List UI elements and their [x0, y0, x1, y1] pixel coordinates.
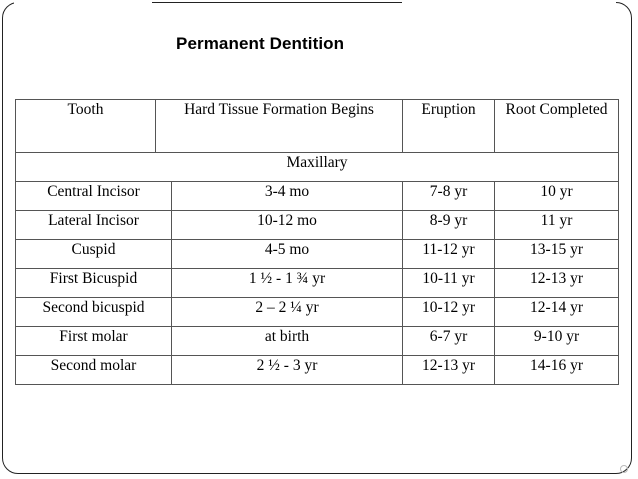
table-row — [16, 327, 619, 356]
cell-tooth: Second molar — [16, 356, 172, 385]
dentition-table — [15, 99, 619, 385]
slide-title: Permanent Dentition — [176, 34, 345, 53]
table-row — [16, 182, 619, 211]
slide-indicator-dot — [620, 465, 628, 473]
cell-formation: 2 ½ - 3 yr — [172, 356, 403, 385]
cell-formation: 4-5 mo — [172, 240, 403, 269]
table-row — [16, 269, 619, 298]
header-eruption: Eruption — [403, 100, 495, 153]
cell-tooth: Central Incisor — [16, 182, 172, 211]
cell-formation: 2 – 2 ¼ yr — [172, 298, 403, 327]
header-root-completed: Root Completed — [495, 100, 619, 153]
section-label: Maxillary — [16, 153, 619, 182]
cell-root-completed: 12-14 yr — [495, 298, 619, 327]
header-tooth: Tooth — [16, 100, 156, 153]
cell-tooth: First Bicuspid — [16, 269, 172, 298]
cell-root-completed: 13-15 yr — [495, 240, 619, 269]
cell-tooth: First molar — [16, 327, 172, 356]
table-row — [16, 240, 619, 269]
cell-eruption: 7-8 yr — [403, 182, 495, 211]
table-header-row — [16, 100, 619, 153]
table-row — [16, 211, 619, 240]
frame-gap-left — [14, 0, 152, 6]
cell-eruption: 10-12 yr — [403, 298, 495, 327]
cell-eruption: 12-13 yr — [403, 356, 495, 385]
cell-formation: 1 ½ - 1 ¾ yr — [172, 269, 403, 298]
cell-formation: 3-4 mo — [172, 182, 403, 211]
cell-root-completed: 14-16 yr — [495, 356, 619, 385]
frame-gap-right — [402, 0, 616, 6]
cell-root-completed: 10 yr — [495, 182, 619, 211]
table-row — [16, 298, 619, 327]
cell-tooth: Lateral Incisor — [16, 211, 172, 240]
cell-eruption: 10-11 yr — [403, 269, 495, 298]
cell-eruption: 6-7 yr — [403, 327, 495, 356]
header-formation: Hard Tissue Formation Begins — [156, 100, 403, 153]
section-row — [16, 153, 619, 182]
cell-formation: at birth — [172, 327, 403, 356]
cell-root-completed: 9-10 yr — [495, 327, 619, 356]
cell-tooth: Cuspid — [16, 240, 172, 269]
cell-eruption: 8-9 yr — [403, 211, 495, 240]
cell-root-completed: 12-13 yr — [495, 269, 619, 298]
cell-formation: 10-12 mo — [172, 211, 403, 240]
cell-root-completed: 11 yr — [495, 211, 619, 240]
table-row — [16, 356, 619, 385]
cell-tooth: Second bicuspid — [16, 298, 172, 327]
cell-eruption: 11-12 yr — [403, 240, 495, 269]
